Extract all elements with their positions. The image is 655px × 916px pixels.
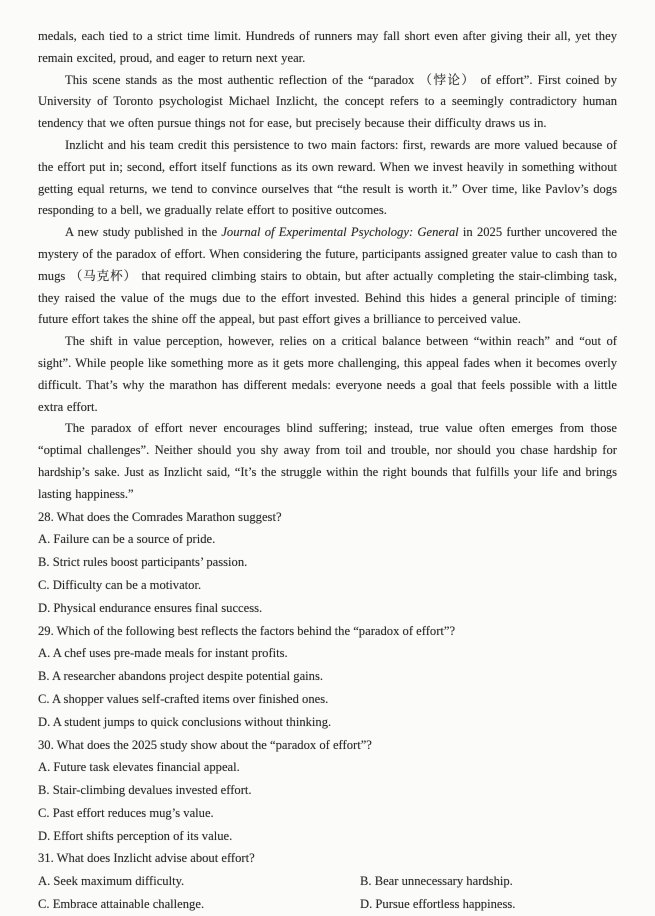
question-31-stem: 31. What does Inzlicht advise about effort?: [38, 851, 255, 866]
question-30-stem: 30. What does the 2025 study show about the “paradox of effort”?: [38, 737, 372, 752]
paragraph-conclusion: The paradox of effort never encourages blind suffering; instead, true value often emerges from those “optimal challenges”. Neither should you shy away from toil and trouble, nor should you chase hardship for hardship’s sake. Just as Inzlicht said, “It’s the struggle within the right bounds that fulfills your life and brings lasting happiness.”: [38, 421, 617, 501]
question-30-option-a: A. Future task elevates financial appeal.: [38, 760, 240, 775]
question-28-option-c: C. Difficulty can be a motivator.: [38, 577, 202, 592]
question-30-option-d: D. Effort shifts perception of its value.: [38, 828, 233, 843]
paragraph-value-balance: The shift in value perception, however, relies on a critical balance between “within reach” and “out of sight”. While people like something more as it gets more challenging, this appeal fades when it becomes overly difficult. That’s why the marathon has different medals: everyone needs a goal that feels possible with a little extra effort.: [38, 334, 617, 414]
question-31-option-a: A. Seek maximum difficulty.: [38, 874, 185, 889]
question-31-option-b: B. Bear unnecessary hardship.: [360, 874, 513, 889]
question-29-option-b: B. A researcher abandons project despite potential gains.: [38, 669, 324, 684]
question-28-stem: 28. What does the Comrades Marathon suggest?: [38, 509, 282, 524]
journal-title: Journal of Experimental Psychology: General: [221, 225, 459, 240]
question-28: [38, 506, 617, 620]
question-31-options: [38, 870, 617, 916]
question-28-option-d: D. Physical endurance ensures final success.: [38, 600, 263, 615]
question-28-option-a: A. Failure can be a source of pride.: [38, 532, 216, 547]
question-29-option-c: C. A shopper values self-crafted items over finished ones.: [38, 691, 329, 706]
question-28-option-b: B. Strict rules boost participants’ passion.: [38, 555, 248, 570]
study-text-post: in 2025 further uncovered the mystery of the paradox of effort. When considering the future, participants assigned greater value to cash than to mugs （马克杯） that required climbing stairs to obtain, but after actually completing the stair-climbing task, they raised the value of the mugs due to the effort invested. Behind this hides a general principle of timing: future effort takes the shine off the appeal, but past effort gives a brilliance to perceived value.: [38, 225, 617, 327]
question-30-option-c: C. Past effort reduces mug’s value.: [38, 805, 214, 820]
paragraph-marathon-medals: medals, each tied to a strict time limit. Hundreds of runners may fall short even after giving their all, yet they remain excited, proud, and eager to return next year.: [38, 29, 617, 65]
question-31-option-d: D. Pursue effortless happiness.: [360, 897, 516, 912]
question-29: [38, 620, 617, 734]
question-29-option-d: D. A student jumps to quick conclusions without thinking.: [38, 714, 332, 729]
paragraph-two-factors: Inzlicht and his team credit this persistence to two main factors: first, rewards are more valued because of the effort put in; second, effort itself functions as its own reward. When we invest heavily in something without getting equal returns, we tend to convince ourselves that “the result is worth it.” Over time, like Pavlov’s dogs responding to a bell, we gradually relate effort to positive outcomes.: [38, 137, 617, 218]
paragraph-paradox-intro: This scene stands as the most authentic reflection of the “paradox （悖论） of effort”. First coined by University of Toronto psychologist Michael Inzlicht, the concept refers to a seemingly contradictory human tendency that we often pursue things not for ease, but precisely because their difficulty draws us in.: [38, 72, 617, 131]
paragraph-2025-study: [38, 222, 617, 331]
question-31-option-c: C. Embrace attainable challenge.: [38, 897, 205, 912]
study-text-pre: A new study published in the: [65, 225, 222, 240]
question-30-option-b: B. Stair-climbing devalues invested effort.: [38, 783, 252, 798]
question-29-stem: 29. Which of the following best reflects the factors behind the “paradox of effort”?: [38, 623, 456, 638]
question-30: [38, 734, 617, 848]
question-29-option-a: A. A chef uses pre-made meals for instant profits.: [38, 646, 288, 661]
